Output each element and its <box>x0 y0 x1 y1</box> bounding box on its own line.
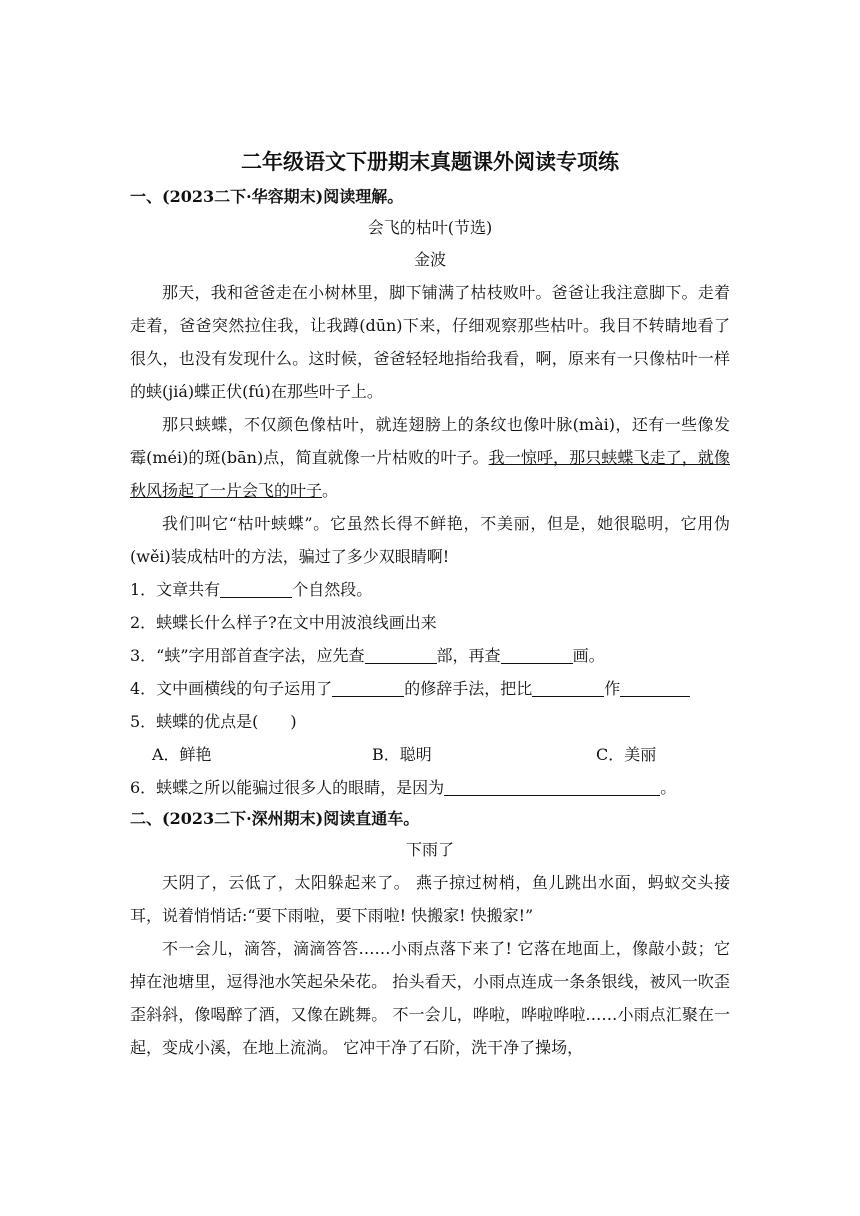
section1-heading: 一、(2023二下·华容期末)阅读理解。 <box>130 187 404 206</box>
passage1-paragraph-2-text: 那只蛱蝶，不仅颜色像枯叶，就连翅膀上的条纹也像叶脉(mài)，还有一些像发霉(méi)的斑(bān)点，简直就像一片枯败的叶子。 <box>130 415 730 467</box>
document-content <box>130 146 730 1064</box>
question-6-text: 6．蛱蝶之所以能骗过很多人的眼睛，是因为 <box>130 778 445 797</box>
question-4-text-mid: 的修辞手法，把比 <box>404 679 533 698</box>
question-4-text: 4．文中画横线的句子运用了 <box>130 679 333 698</box>
question-4 <box>130 672 730 705</box>
paragraph-2-end: 。 <box>322 481 339 500</box>
answer-blank[interactable] <box>532 680 604 697</box>
answer-blank[interactable] <box>365 647 437 664</box>
underlined-sentence: 我一惊呼，那只蛱蝶飞走了，就像秋风扬起了一片会飞的叶子 <box>130 448 730 500</box>
answer-blank[interactable] <box>332 680 404 697</box>
question-6-text-end: 。 <box>660 778 677 797</box>
question-2: 2．蛱蝶长什么样子?在文中用波浪线画出来 <box>130 613 437 632</box>
option-a[interactable]: A．鲜艳 <box>152 745 212 764</box>
section2-heading: 二、(2023二下·深州期末)阅读直通车。 <box>130 809 420 828</box>
page-title: 二年级语文下册期末真题课外阅读专项练 <box>241 149 619 174</box>
passage2-paragraph-1: 天阴了，云低了，太阳躲起来了。 燕子掠过树梢，鱼儿跳出水面，蚂蚁交头接耳，说着悄悄话:“要下雨啦，要下雨啦! 快搬家! 快搬家!” <box>130 873 730 925</box>
option-c[interactable]: C．美丽 <box>596 745 657 764</box>
question-1 <box>130 573 730 606</box>
question-5: 5．蛱蝶的优点是( ) <box>130 712 297 731</box>
passage1-paragraph-3: 我们叫它“枯叶蛱蝶”。它虽然长得不鲜艳，不美丽，但是，她很聪明，它用伪(wěi)装成枯叶的方法，骗过了多少双眼睛啊! <box>130 514 730 566</box>
option-b[interactable]: B．聪明 <box>372 745 432 764</box>
question-3-text: 3．“蛱”字用部首查字法，应先查 <box>130 646 365 665</box>
answer-blank[interactable] <box>620 680 690 697</box>
passage1-paragraph-2 <box>130 408 730 507</box>
question-6 <box>130 771 730 804</box>
question-3 <box>130 639 730 672</box>
answer-blank[interactable] <box>501 647 573 664</box>
passage2-paragraph-2: 不一会儿，滴答，滴滴答答……小雨点落下来了! 它落在地面上，像敲小鼓；它掉在池塘里，逗得池水笑起朵朵花。 抬头看天，小雨点连成一条条银线，被风一吹歪歪斜斜，像喝醉了酒，又像在跳舞。 不一会儿，哗啦，哗啦哗啦……小雨点汇聚在一起，变成小溪，在地上流淌。 它冲干净了石阶，洗干净了操场， <box>130 939 730 1057</box>
question-4-text-end: 作 <box>604 679 621 698</box>
question-3-text-end: 画。 <box>572 646 605 665</box>
passage1-title: 会飞的枯叶(节选) <box>367 218 493 237</box>
passage2-title: 下雨了 <box>405 840 454 859</box>
question-1-text: 1．文章共有 <box>130 580 221 599</box>
question-1-text-end: 个自然段。 <box>292 580 373 599</box>
answer-blank[interactable] <box>444 779 660 796</box>
answer-blank[interactable] <box>220 581 292 598</box>
question-3-text-mid: 部，再查 <box>436 646 501 665</box>
passage1-author: 金波 <box>413 250 446 269</box>
question-5-options <box>130 738 730 771</box>
passage1-paragraph-1: 那天，我和爸爸走在小树林里，脚下铺满了枯枝败叶。爸爸让我注意脚下。走着走着，爸爸突然拉住我，让我蹲(dūn)下来，仔细观察那些枯叶。我目不转睛地看了很久，也没有发现什么。这时候，爸爸轻轻地指给我看，啊，原来有一只像枯叶一样的蛱(jiá)蝶正伏(fú)在那些叶子上。 <box>130 283 730 401</box>
